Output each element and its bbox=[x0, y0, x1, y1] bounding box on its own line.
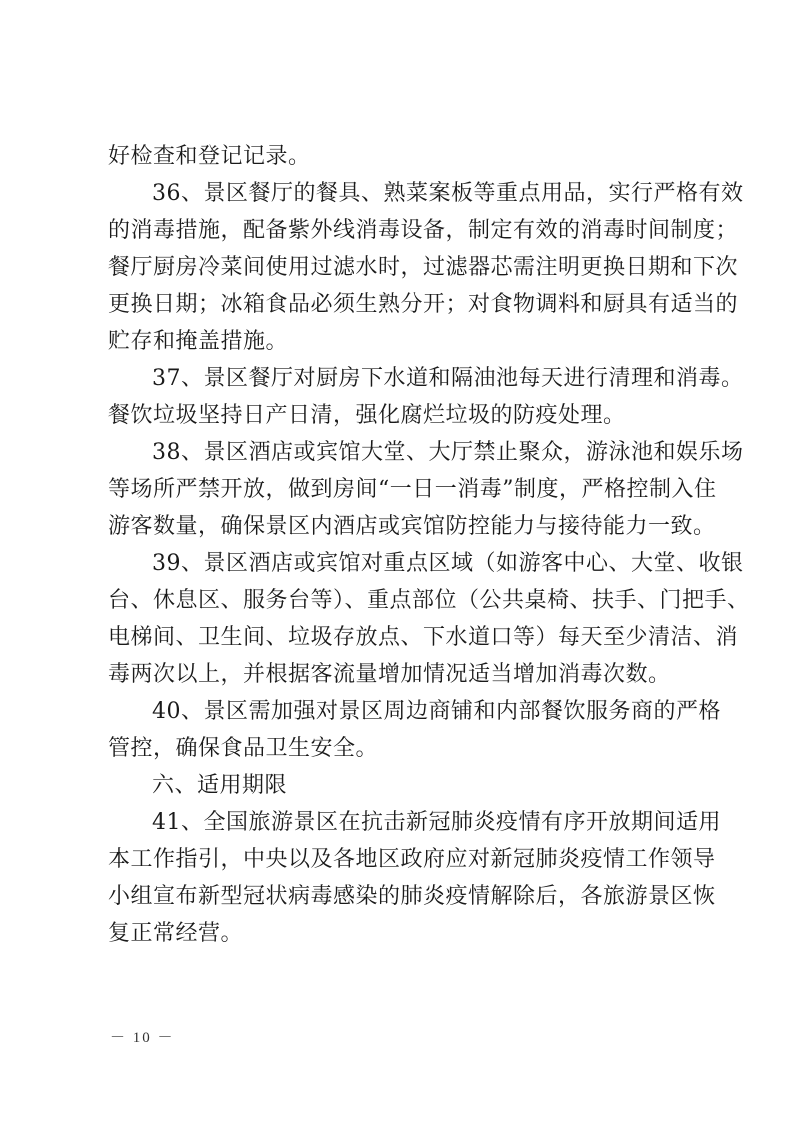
text-line: 台、休息区、服务台等）、重点部位（公共桌椅、扶手、门把手、 bbox=[108, 588, 750, 613]
text-line: 餐厅厨房冷菜间使用过滤水时，过滤器芯需注明更换日期和下次 bbox=[108, 255, 739, 280]
page-number: － 10 － bbox=[110, 1030, 175, 1046]
text-line: 管控，确保食品卫生安全。 bbox=[108, 736, 379, 761]
text-line: 贮存和掩盖措施。 bbox=[108, 329, 289, 354]
paragraph-38-line: 38、景区酒店或宾馆大堂、大厅禁止聚众，游泳池和娱乐场 bbox=[152, 440, 744, 465]
document-body bbox=[108, 138, 750, 952]
text-line: 好检查和登记记录。 bbox=[108, 144, 311, 169]
text-line: 复正常经营。 bbox=[108, 921, 244, 946]
paragraph-36-line: 36、景区餐厅的餐具、熟菜案板等重点用品，实行严格有效 bbox=[152, 181, 744, 206]
text-line: 电梯间、卫生间、垃圾存放点、下水道口等）每天至少清洁、消 bbox=[108, 625, 739, 650]
text-line: 游客数量，确保景区内酒店或宾馆防控能力与接待能力一致。 bbox=[108, 514, 716, 539]
text-line: 毒两次以上，并根据客流量增加情况适当增加消毒次数。 bbox=[108, 662, 671, 687]
paragraph-37-line: 37、景区餐厅对厨房下水道和隔油池每天进行清理和消毒。 bbox=[152, 366, 744, 391]
text-line: 小组宣布新型冠状病毒感染的肺炎疫情解除后，各旅游景区恢 bbox=[108, 884, 716, 909]
text-line: 等场所严禁开放，做到房间“一日一消毒”制度，严格控制入住 bbox=[108, 477, 717, 502]
paragraph-40-line: 40、景区需加强对景区周边商铺和内部餐饮服务商的严格 bbox=[152, 699, 721, 724]
text-line: 本工作指引，中央以及各地区政府应对新冠肺炎疫情工作领导 bbox=[108, 847, 716, 872]
text-line: 餐饮垃圾坚持日产日清，强化腐烂垃圾的防疫处理。 bbox=[108, 403, 626, 428]
paragraph-39-line: 39、景区酒店或宾馆对重点区域（如游客中心、大堂、收银 bbox=[152, 551, 744, 576]
section-heading: 六、适用期限 bbox=[152, 773, 288, 798]
text-line: 的消毒措施，配备紫外线消毒设备，制定有效的消毒时间制度； bbox=[108, 218, 739, 243]
text-line: 更换日期；冰箱食品必须生熟分开；对食物调料和厨具有适当的 bbox=[108, 292, 739, 317]
paragraph-41-line: 41、全国旅游景区在抗击新冠肺炎疫情有序开放期间适用 bbox=[152, 810, 721, 835]
